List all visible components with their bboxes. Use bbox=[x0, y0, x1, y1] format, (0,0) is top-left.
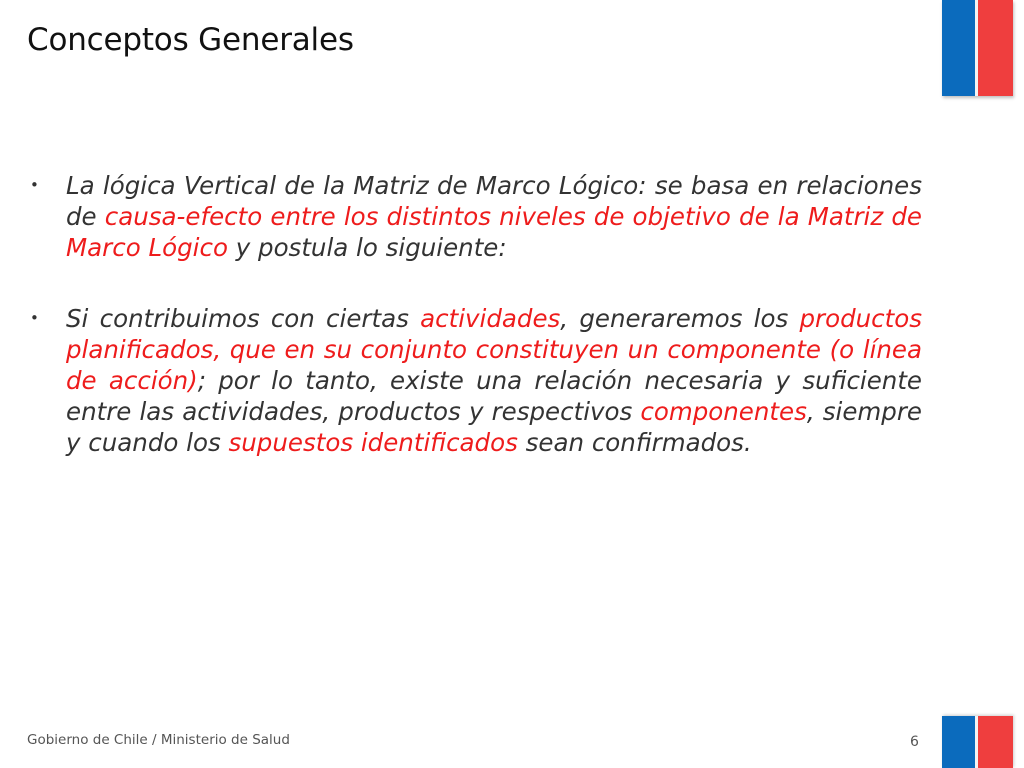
highlighted-text-segment: productos planificados, que en su conjunto constituyen un componente (o línea de acción) bbox=[66, 304, 922, 395]
text-segment: Si contribuimos con ciertas bbox=[66, 304, 421, 333]
highlighted-text-segment: causa-efecto entre los distintos niveles de objetivo de la Matriz de Marco Lógico bbox=[66, 202, 922, 262]
flag-blue-stripe bbox=[942, 0, 975, 96]
flag-red-stripe bbox=[978, 0, 1013, 96]
text-segment: sean confirmados. bbox=[517, 428, 752, 457]
text-segment: y postula lo siguiente: bbox=[227, 233, 507, 262]
highlighted-text-segment: componentes bbox=[640, 397, 807, 426]
text-segment: , siempre y cuando los bbox=[66, 397, 922, 457]
highlighted-text-segment: actividades bbox=[420, 304, 561, 333]
bullet-dot-icon: • bbox=[30, 176, 39, 194]
page-number: 6 bbox=[910, 734, 919, 750]
highlighted-text-segment: supuestos identificados bbox=[228, 428, 518, 457]
text-segment: ; por lo tanto, existe una relación necesaria y suficiente entre las actividades, productos y respectivos bbox=[66, 366, 922, 426]
chile-flag-logo-bottom bbox=[942, 716, 1013, 768]
bullet-item bbox=[22, 303, 922, 458]
slide-title: Conceptos Generales bbox=[27, 22, 354, 58]
bullet-text bbox=[66, 303, 922, 458]
bullet-item bbox=[22, 170, 922, 263]
flag-red-stripe bbox=[978, 716, 1013, 768]
bullet-dot-icon: • bbox=[30, 309, 39, 327]
bullet-text bbox=[66, 170, 922, 263]
text-segment: , generaremos los bbox=[560, 304, 800, 333]
chile-flag-logo-top bbox=[942, 0, 1013, 96]
text-segment: La lógica Vertical de la Matriz de Marco Lógico: se basa en relaciones de bbox=[66, 171, 922, 231]
slide-content bbox=[22, 170, 922, 498]
flag-blue-stripe bbox=[942, 716, 975, 768]
footer-text: Gobierno de Chile / Ministerio de Salud bbox=[27, 732, 290, 748]
